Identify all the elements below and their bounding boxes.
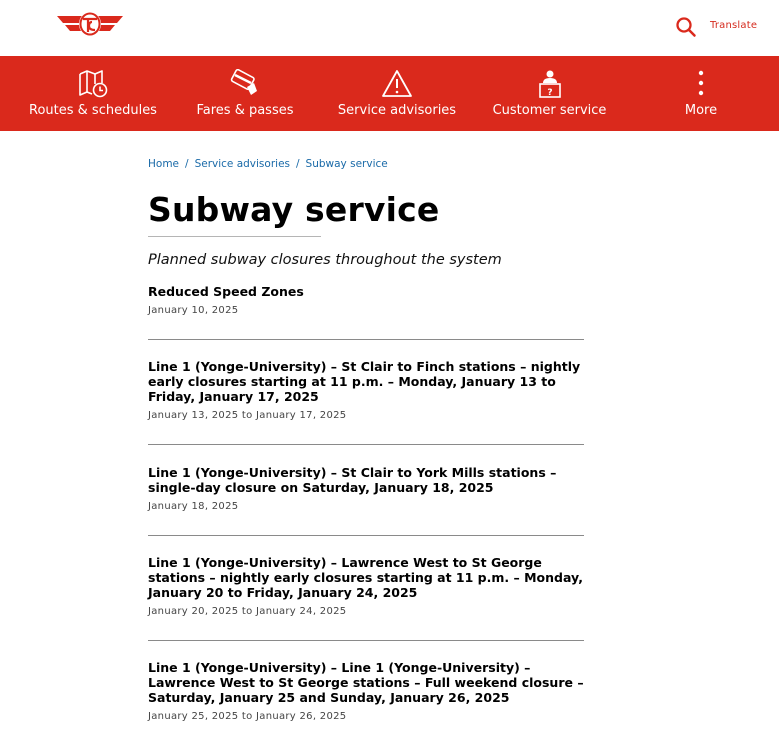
nav-label: Service advisories <box>337 103 457 118</box>
translate-link[interactable]: Translate <box>710 20 758 31</box>
nav-label: Fares & passes <box>196 103 294 118</box>
nav-routes-schedules[interactable] <box>18 56 168 131</box>
nav-more[interactable] <box>666 56 736 131</box>
search-icon[interactable] <box>675 16 697 38</box>
advisory-link[interactable]: Line 1 (Yonge-University) – St Clair to Finch stations – nightly early closures starting at 11 p.m. – Monday, January 13 to Friday, January 17, 2025 <box>148 359 581 404</box>
title-divider <box>148 236 321 237</box>
advisory-link[interactable]: Reduced Speed Zones <box>148 284 304 299</box>
breadcrumb-separator: / <box>185 158 189 170</box>
customer-desk-icon <box>534 69 566 99</box>
nav-label: Customer service <box>492 103 607 118</box>
advisory-link[interactable]: Line 1 (Yonge-University) – Line 1 (Yonge-University) – Lawrence West to St George stations – Full weekend closure – Saturday, January 25 and Sunday, January 26, 2025 <box>148 660 584 705</box>
list-item <box>148 359 584 421</box>
advisory-date: January 25, 2025 to January 26, 2025 <box>148 711 347 722</box>
fare-card-icon <box>229 69 261 99</box>
nav-customer-service[interactable] <box>482 56 617 131</box>
top-header <box>0 0 779 56</box>
advisory-date: January 20, 2025 to January 24, 2025 <box>148 606 347 617</box>
nav-service-advisories[interactable] <box>327 56 467 131</box>
ttc-logo[interactable] <box>55 10 125 40</box>
breadcrumb-service-advisories[interactable]: Service advisories <box>194 158 290 170</box>
main-content <box>148 131 584 722</box>
list-divider <box>148 535 584 536</box>
svg-text:?: ? <box>546 88 553 98</box>
main-nav <box>0 56 779 131</box>
page-title: Subway service <box>148 190 440 229</box>
advisory-date: January 10, 2025 <box>148 305 239 316</box>
page-subtitle: Planned subway closures throughout the system <box>148 252 502 268</box>
list-item <box>148 465 584 512</box>
list-item <box>148 284 584 316</box>
list-divider <box>148 640 584 641</box>
advisory-date: January 13, 2025 to January 17, 2025 <box>148 410 347 421</box>
warning-icon <box>381 69 413 99</box>
list-item <box>148 660 584 722</box>
list-divider <box>148 444 584 445</box>
advisory-date: January 18, 2025 <box>148 501 239 512</box>
breadcrumb-home[interactable]: Home <box>148 158 180 170</box>
advisory-link[interactable]: Line 1 (Yonge-University) – St Clair to York Mills stations – single-day closure on Saturday, January 18, 2025 <box>148 465 557 495</box>
list-divider <box>148 339 584 340</box>
nav-fares-passes[interactable] <box>180 56 310 131</box>
list-item <box>148 555 584 617</box>
breadcrumb-current[interactable]: Subway service <box>305 158 388 170</box>
more-vertical-icon <box>685 69 717 99</box>
advisory-link[interactable]: Line 1 (Yonge-University) – Lawrence West to St George stations – nightly early closures starting at 11 p.m. – Monday, January 20 to Friday, January 24, 2025 <box>148 555 583 600</box>
map-clock-icon <box>77 69 109 99</box>
nav-label: Routes & schedules <box>29 103 157 118</box>
nav-label: More <box>684 103 718 118</box>
breadcrumb-separator: / <box>296 158 300 170</box>
breadcrumb <box>148 158 584 172</box>
